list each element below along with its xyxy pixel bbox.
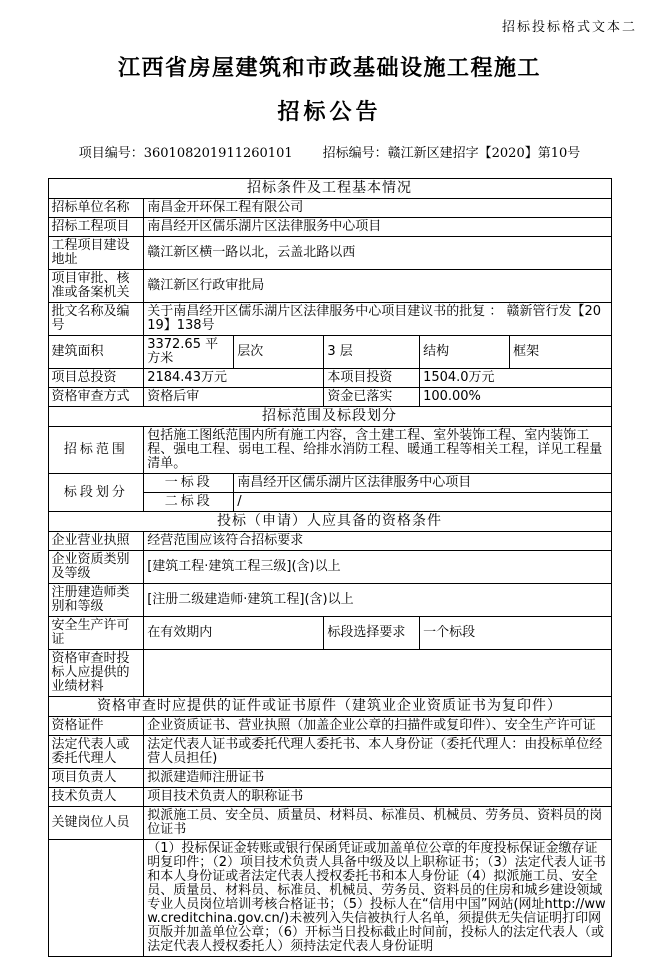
tender-scope-label: 招标范围 xyxy=(48,427,144,474)
performance-materials-value xyxy=(144,650,611,697)
table-row xyxy=(48,807,611,840)
table-row xyxy=(48,532,611,551)
section-title-basic-info: 招标条件及工程基本情况 xyxy=(48,179,611,199)
section-title-bidder-qualifications: 投标（申请）人应具备的资格条件 xyxy=(48,512,611,532)
table-row xyxy=(48,388,611,407)
table-row xyxy=(48,650,611,697)
bid-section1-label: 一标段 xyxy=(144,474,234,493)
bid-section1-value: 南昌经开区儒乐湖片区法律服务中心项目 xyxy=(234,474,611,493)
approval-document-label: 批文名称及编号 xyxy=(48,303,144,336)
project-investment-label: 本项目投资 xyxy=(324,369,420,388)
building-area-label: 建筑面积 xyxy=(48,336,144,369)
project-manager-value: 拟派建造师注册证书 xyxy=(144,769,611,788)
section-choice-value: 一个标段 xyxy=(420,617,611,650)
tender-info-table xyxy=(48,178,612,957)
table-row xyxy=(48,717,611,736)
table-row xyxy=(48,237,611,270)
enterprise-qualification-value: [建筑工程·建筑工程三级](含)以上 xyxy=(144,551,611,584)
constructor-qualification-label: 注册建造师类别和等级 xyxy=(48,584,144,617)
tender-number-label: 招标编号： xyxy=(322,146,388,161)
table-row xyxy=(48,551,611,584)
technical-director-label: 技术负责人 xyxy=(48,788,144,807)
bid-sections-label: 标段划分 xyxy=(48,474,144,512)
table-row xyxy=(48,179,611,199)
project-investment-value: 1504.0万元 xyxy=(420,369,611,388)
project-address-value: 赣江新区横一路以北，云盖北路以西 xyxy=(144,237,611,270)
project-number-label: 项目编号： xyxy=(78,146,144,161)
structure-value: 框架 xyxy=(510,336,611,369)
table-row xyxy=(48,407,611,427)
structure-label: 结构 xyxy=(420,336,510,369)
qualification-review-label: 资格审查方式 xyxy=(48,388,144,407)
floors-label: 层次 xyxy=(234,336,324,369)
qualification-certificates-label: 资格证件 xyxy=(48,717,144,736)
tender-unit-value: 南昌金开环保工程有限公司 xyxy=(144,199,611,218)
tender-scope-value: 包括施工图纸范围内所有施工内容，含土建工程、室外装饰工程、室内装饰工程、强电工程、弱电工程、给排水消防工程、暖通工程等相关工程，详见工程量清单。 xyxy=(144,427,611,474)
table-row xyxy=(48,303,611,336)
key-positions-value: 拟派施工员、安全员、质量员、材料员、标准员、机械员、劳务员、资料员的岗位证书 xyxy=(144,807,611,840)
enterprise-qualification-label: 企业资质类别及等级 xyxy=(48,551,144,584)
project-manager-label: 项目负责人 xyxy=(48,769,144,788)
qualification-review-value: 资格后审 xyxy=(144,388,324,407)
project-address-label: 工程项目建设地址 xyxy=(48,237,144,270)
funds-value: 100.00% xyxy=(420,388,611,407)
bid-section2-label: 二标段 xyxy=(144,493,234,512)
tender-project-label: 招标工程项目 xyxy=(48,218,144,237)
safety-license-label: 安全生产许可证 xyxy=(48,617,144,650)
section-title-certificates: 资格审查时应提供的证件或证书原件（建筑业企业资质证书为复印件） xyxy=(48,697,611,717)
total-investment-value: 2184.43万元 xyxy=(144,369,324,388)
legal-representative-value: 法定代表人证书或委托代理人委托书、本人身份证（委托代理人：由投标单位经营人员担任) xyxy=(144,736,611,769)
section-choice-label: 标段选择要求 xyxy=(324,617,420,650)
safety-license-value: 在有效期内 xyxy=(144,617,324,650)
bid-section2-value: / xyxy=(234,493,611,512)
other-requirements-label xyxy=(48,840,144,957)
business-license-label: 企业营业执照 xyxy=(48,532,144,551)
document-numbers xyxy=(0,142,659,161)
building-area-value: 3372.65 平方米 xyxy=(144,336,234,369)
qualification-certificates-value: 企业资质证书、营业执照（加盖企业公章的扫描件或复印件）、安全生产许可证 xyxy=(144,717,611,736)
tender-unit-label: 招标单位名称 xyxy=(48,199,144,218)
table-row xyxy=(48,270,611,303)
constructor-qualification-value: [注册二级建造师·建筑工程](含)以上 xyxy=(144,584,611,617)
table-row xyxy=(48,427,611,474)
floors-value: 3 层 xyxy=(324,336,420,369)
table-row xyxy=(48,840,611,957)
table-row xyxy=(48,769,611,788)
document-title-line2: 招标公告 xyxy=(277,100,382,125)
section-title-scope: 招标范围及标段划分 xyxy=(48,407,611,427)
document-title-line1: 江西省房屋建筑和市政基础设施工程施工 xyxy=(117,56,541,81)
table-row xyxy=(48,336,611,369)
corner-note: 招标投标格式文本二 xyxy=(501,20,637,35)
funds-label: 资金已落实 xyxy=(324,388,420,407)
table-row xyxy=(48,736,611,769)
table-row xyxy=(48,369,611,388)
other-requirements-value: （1）投标保证金转账或银行保函凭证或加盖单位公章的年度投标保证金缴存证明复印件；（2）项目技术负责人具备中级及以上职称证书；（3）法定代表人证书和本人身份证或者法定代表人授权委托书和本人身份证（4）拟派施工员、安全员、质量员、材料员、标准员、机械员、劳务员、资料员的住房和城乡建设领域专业人员岗位培训考核合格证书；（5）投标人在“信用中国”网站(网址http://www.creditchina.gov.cn/)未被列入失信被执行人名单，须提供无失信证明打印网页版并加盖单位公章；（6）开标当日投标截止时间前，投标人的法定代表人（或法定代表人授权委托人）须持法定代表人身份证明 xyxy=(144,840,611,957)
approval-authority-value: 赣江新区行政审批局 xyxy=(144,270,611,303)
technical-director-value: 项目技术负责人的职称证书 xyxy=(144,788,611,807)
business-license-value: 经营范围应该符合招标要求 xyxy=(144,532,611,551)
tender-number: 赣江新区建招字【2020】第10号 xyxy=(387,146,581,161)
table-row xyxy=(48,474,611,493)
performance-materials-label: 资格审查时投标人应提供的业绩材料 xyxy=(48,650,144,697)
table-row xyxy=(48,617,611,650)
table-row xyxy=(48,218,611,237)
approval-document-value: 关于南昌经开区儒乐湖片区法律服务中心项目建议书的批复 ： 赣新管行发【2019】138号 xyxy=(144,303,611,336)
project-number: 360108201911260101 xyxy=(143,146,293,161)
tender-project-value: 南昌经开区儒乐湖片区法律服务中心项目 xyxy=(144,218,611,237)
legal-representative-label: 法定代表人或委托代理人 xyxy=(48,736,144,769)
approval-authority-label: 项目审批、核准或备案机关 xyxy=(48,270,144,303)
table-row xyxy=(48,788,611,807)
table-row xyxy=(48,512,611,532)
table-row xyxy=(48,199,611,218)
table-row xyxy=(48,697,611,717)
total-investment-label: 项目总投资 xyxy=(48,369,144,388)
key-positions-label: 关键岗位人员 xyxy=(48,807,144,840)
table-row xyxy=(48,584,611,617)
